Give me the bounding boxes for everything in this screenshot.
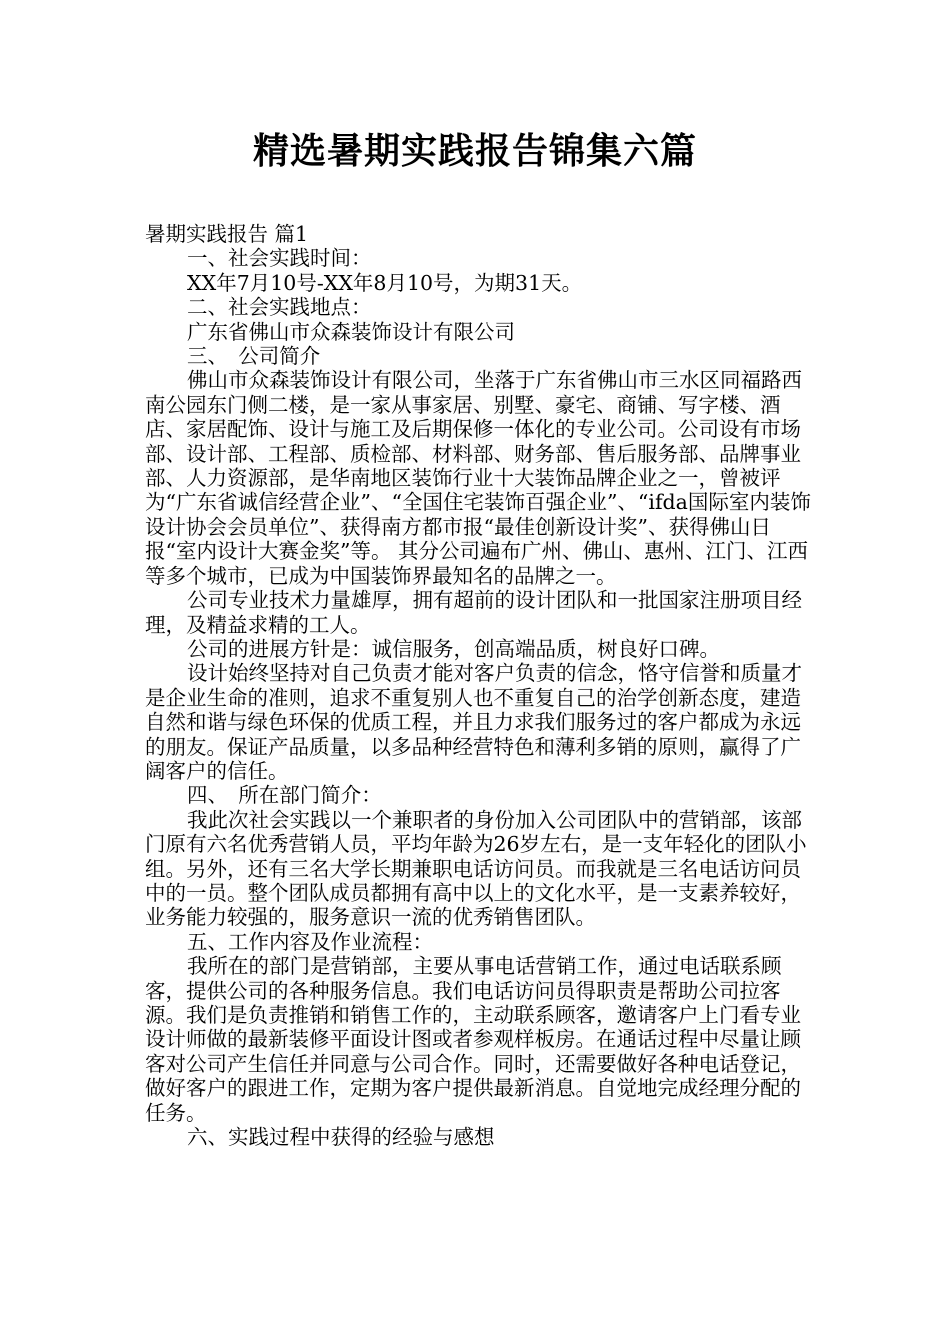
company-intro-paragraph: 佛山市众森装饰设计有限公司，坐落于广东省佛山市三水区同福路西南公园东门侧二楼，是一家从事家居、别墅、豪宅、商铺、写字楼、酒店、家居配饰、设计与施工及后期保修一体化的专业公司。公司设有市场部、设计部、工程部、质检部、材料部、财务部、售后服务部、品牌事业部、人力资源部，是华南地区装饰行业十大装饰品牌企业之一，曾被评为“广东省诚信经营企业”、“全国住宅装饰百强企业”、“ifda国际室内装饰设计协会会员单位”、获得南方都市报“最佳创新设计奖”、获得佛山日报“室内设计大赛金奖”等。 其分公司遍布广州、佛山、惠州、江门、江西等多个城市，已成为中国装饰界最知名的品牌之一。: [145, 368, 811, 588]
heading-company-intro: 三、 公司简介: [187, 344, 321, 369]
heading-department-intro: 四、 所在部门简介：: [187, 783, 382, 808]
heading-practice-time: 一、社会实践时间：: [187, 246, 372, 271]
company-strength-paragraph: 公司专业技术力量雄厚，拥有超前的设计团队和一批国家注册项目经理，及精益求精的工人。: [145, 588, 802, 637]
heading-work-content: 五、工作内容及作业流程：: [187, 929, 433, 954]
heading-experience: 六、实践过程中获得的经验与感想: [187, 1125, 495, 1150]
practice-time-text: XX年7月10号-XX年8月10号，为期31天。: [187, 270, 583, 295]
department-intro-paragraph: 我此次社会实践以一个兼职者的身份加入公司团队中的营销部，该部门原有六名优秀营销人员，平均年龄为26岁左右，是一支年轻化的团队小组。另外，还有三名大学长期兼职电话访问员。而我就是三名电话访问员中的一员。整个团队成员都拥有高中以上的文化水平，是一支素养较好，业务能力较强的，服务意识一流的优秀销售团队。: [145, 807, 807, 930]
company-policy-paragraph: 公司的进展方针是：诚信服务，创高端品质，树良好口碑。: [187, 636, 720, 661]
section-heading: 暑期实践报告 篇1: [145, 222, 309, 246]
heading-practice-location: 二、社会实践地点：: [187, 295, 372, 320]
company-philosophy-paragraph: 设计始终坚持对自己负责才能对客户负责的信念，恪守信誉和质量才是企业生命的准则，追求不重复别人也不重复自己的治学创新态度，建造自然和谐与绿色环保的优质工程，并且力求我们服务过的客户都成为永远的朋友。保证产品质量，以多品种经营特色和薄利多销的原则，赢得了广阔客户的信任。: [145, 661, 802, 783]
work-content-paragraph: 我所在的部门是营销部，主要从事电话营销工作，通过电话联系顾客，提供公司的各种服务信息。我们电话访问员得职责是帮助公司拉客源。我们是负责推销和销售工作的，主动联系顾客，邀请客户上门看专业设计师做的最新装修平面设计图或者参观样板房。在通话过程中尽量让顾客对公司产生信任并同意与公司合作。同时，还需要做好各种电话登记，做好客户的跟进工作，定期为客户提供最新消息。自觉地完成经理分配的任务。: [145, 954, 801, 1125]
document-title: 精选暑期实践报告锦集六篇: [252, 131, 697, 172]
document-body: [145, 222, 815, 1149]
practice-location-text: 广东省佛山市众森装饰设计有限公司: [187, 319, 515, 344]
